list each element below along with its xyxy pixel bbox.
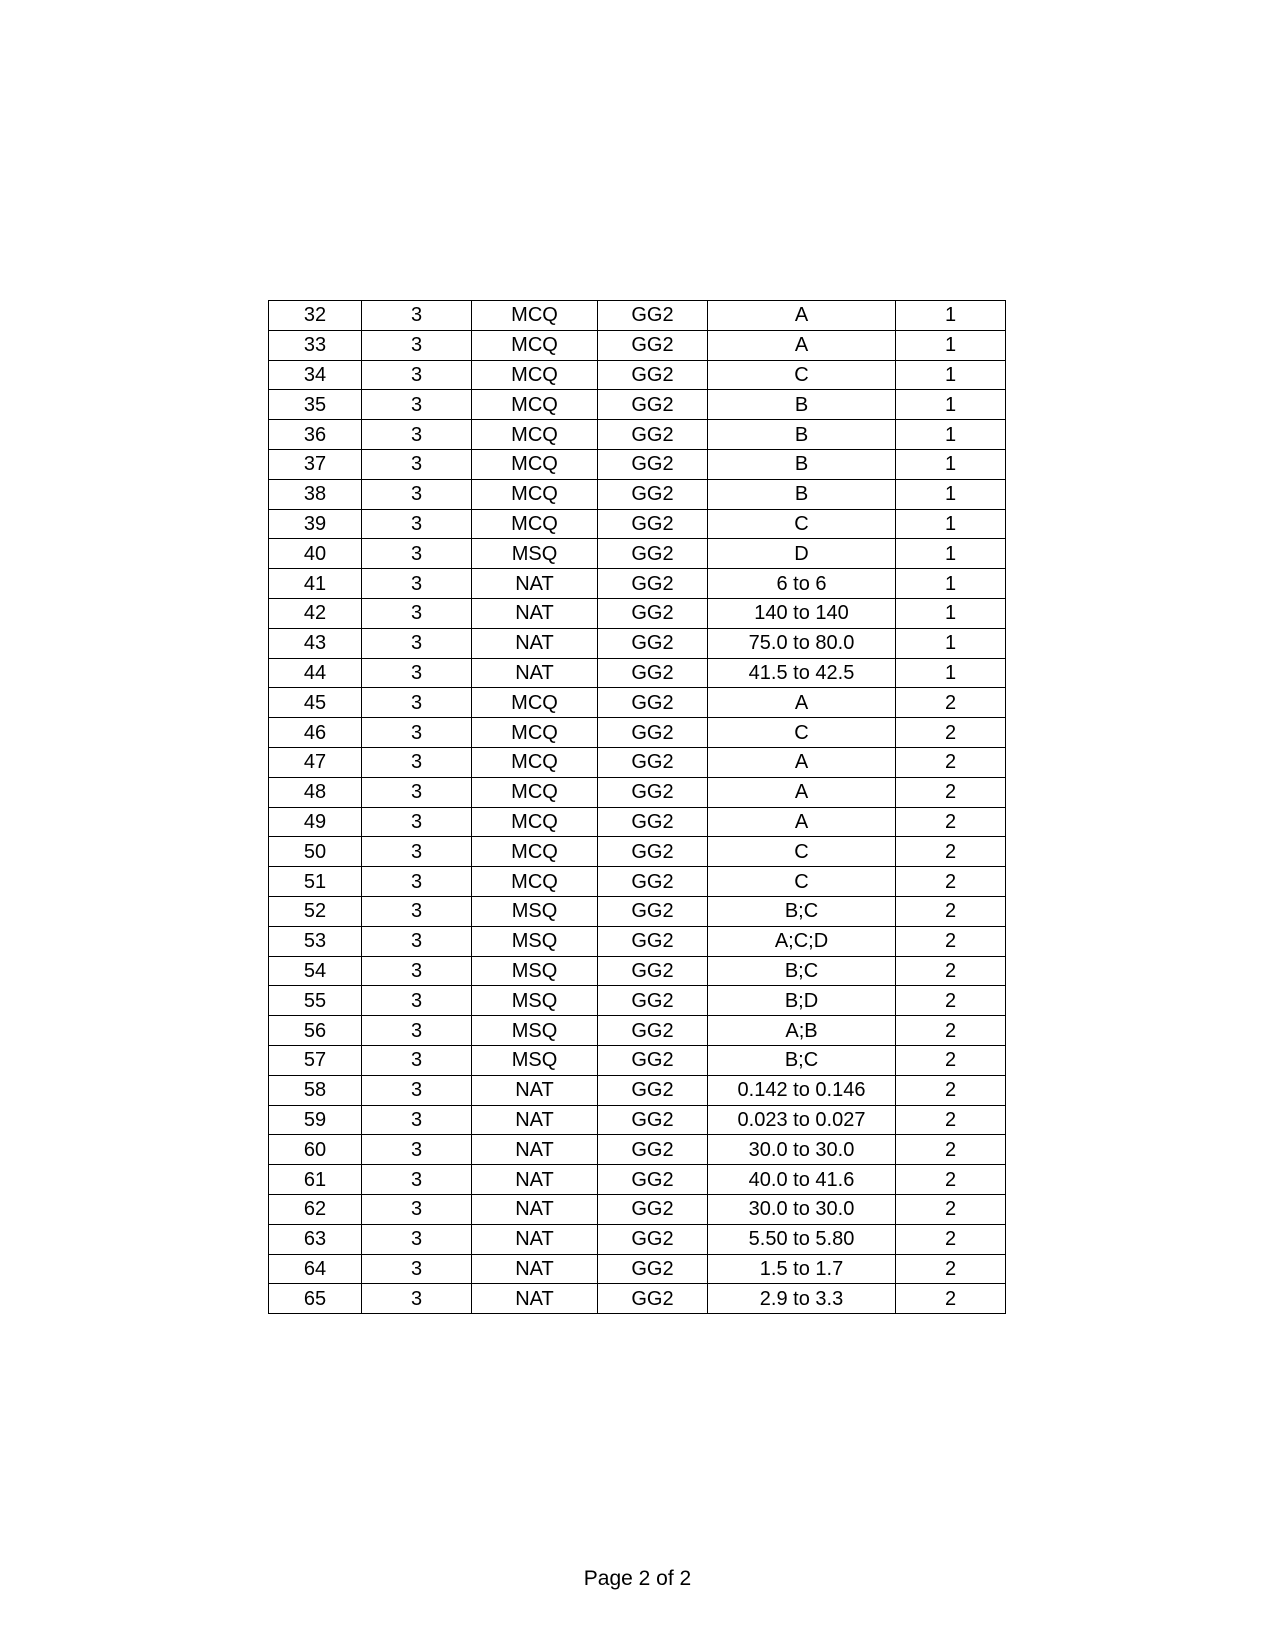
table-row bbox=[269, 509, 1006, 539]
table-row bbox=[269, 777, 1006, 807]
session-cell: 3 bbox=[362, 479, 472, 509]
question-type-cell: MCQ bbox=[472, 301, 598, 331]
section-cell: GG2 bbox=[598, 598, 708, 628]
table-row bbox=[269, 1075, 1006, 1105]
marks-cell: 2 bbox=[896, 926, 1006, 956]
session-cell: 3 bbox=[362, 1165, 472, 1195]
question-number-cell: 57 bbox=[269, 1045, 362, 1075]
session-cell: 3 bbox=[362, 747, 472, 777]
section-cell: GG2 bbox=[598, 1165, 708, 1195]
session-cell: 3 bbox=[362, 1045, 472, 1075]
session-cell: 3 bbox=[362, 1224, 472, 1254]
answer-key-cell: B bbox=[708, 420, 896, 450]
answer-key-cell: 30.0 to 30.0 bbox=[708, 1135, 896, 1165]
marks-cell: 1 bbox=[896, 390, 1006, 420]
question-type-cell: MSQ bbox=[472, 986, 598, 1016]
answer-key-cell: A bbox=[708, 688, 896, 718]
question-type-cell: MCQ bbox=[472, 449, 598, 479]
question-type-cell: NAT bbox=[472, 1105, 598, 1135]
question-number-cell: 48 bbox=[269, 777, 362, 807]
question-number-cell: 37 bbox=[269, 449, 362, 479]
session-cell: 3 bbox=[362, 926, 472, 956]
question-type-cell: MCQ bbox=[472, 807, 598, 837]
marks-cell: 2 bbox=[896, 1045, 1006, 1075]
table-row bbox=[269, 420, 1006, 450]
section-cell: GG2 bbox=[598, 330, 708, 360]
session-cell: 3 bbox=[362, 1194, 472, 1224]
marks-cell: 2 bbox=[896, 777, 1006, 807]
section-cell: GG2 bbox=[598, 837, 708, 867]
question-number-cell: 50 bbox=[269, 837, 362, 867]
marks-cell: 1 bbox=[896, 360, 1006, 390]
table-row bbox=[269, 896, 1006, 926]
table-row bbox=[269, 926, 1006, 956]
section-cell: GG2 bbox=[598, 1284, 708, 1314]
question-type-cell: NAT bbox=[472, 658, 598, 688]
session-cell: 3 bbox=[362, 509, 472, 539]
session-cell: 3 bbox=[362, 360, 472, 390]
question-type-cell: NAT bbox=[472, 1254, 598, 1284]
question-number-cell: 46 bbox=[269, 718, 362, 748]
question-number-cell: 38 bbox=[269, 479, 362, 509]
answer-key-cell: C bbox=[708, 837, 896, 867]
question-number-cell: 56 bbox=[269, 1016, 362, 1046]
marks-cell: 1 bbox=[896, 330, 1006, 360]
marks-cell: 2 bbox=[896, 1135, 1006, 1165]
table-row bbox=[269, 539, 1006, 569]
question-number-cell: 58 bbox=[269, 1075, 362, 1105]
question-number-cell: 35 bbox=[269, 390, 362, 420]
answer-key-cell: B;C bbox=[708, 896, 896, 926]
question-number-cell: 43 bbox=[269, 628, 362, 658]
marks-cell: 2 bbox=[896, 956, 1006, 986]
question-type-cell: MSQ bbox=[472, 539, 598, 569]
section-cell: GG2 bbox=[598, 390, 708, 420]
question-type-cell: MSQ bbox=[472, 926, 598, 956]
answer-key-cell: A bbox=[708, 330, 896, 360]
table-row bbox=[269, 658, 1006, 688]
question-number-cell: 41 bbox=[269, 569, 362, 599]
question-number-cell: 63 bbox=[269, 1224, 362, 1254]
answer-key-cell: A bbox=[708, 747, 896, 777]
marks-cell: 1 bbox=[896, 509, 1006, 539]
marks-cell: 2 bbox=[896, 867, 1006, 897]
question-number-cell: 45 bbox=[269, 688, 362, 718]
page-number: Page 2 of 2 bbox=[583, 1567, 692, 1590]
answer-key-cell: A bbox=[708, 777, 896, 807]
table-row bbox=[269, 628, 1006, 658]
section-cell: GG2 bbox=[598, 777, 708, 807]
marks-cell: 2 bbox=[896, 837, 1006, 867]
answer-key-cell: 5.50 to 5.80 bbox=[708, 1224, 896, 1254]
question-number-cell: 52 bbox=[269, 896, 362, 926]
marks-cell: 1 bbox=[896, 658, 1006, 688]
marks-cell: 2 bbox=[896, 688, 1006, 718]
section-cell: GG2 bbox=[598, 1075, 708, 1105]
session-cell: 3 bbox=[362, 1075, 472, 1105]
question-type-cell: NAT bbox=[472, 1194, 598, 1224]
marks-cell: 1 bbox=[896, 539, 1006, 569]
answer-key-cell: 1.5 to 1.7 bbox=[708, 1254, 896, 1284]
session-cell: 3 bbox=[362, 1254, 472, 1284]
answer-key-cell: B;D bbox=[708, 986, 896, 1016]
session-cell: 3 bbox=[362, 986, 472, 1016]
question-type-cell: MCQ bbox=[472, 479, 598, 509]
answer-key-cell: 40.0 to 41.6 bbox=[708, 1165, 896, 1195]
answer-key-cell: B;C bbox=[708, 956, 896, 986]
session-cell: 3 bbox=[362, 301, 472, 331]
marks-cell: 2 bbox=[896, 1075, 1006, 1105]
question-type-cell: NAT bbox=[472, 1135, 598, 1165]
session-cell: 3 bbox=[362, 867, 472, 897]
answer-key-cell: D bbox=[708, 539, 896, 569]
table-row bbox=[269, 1045, 1006, 1075]
question-number-cell: 34 bbox=[269, 360, 362, 390]
marks-cell: 1 bbox=[896, 420, 1006, 450]
answer-key-cell: 75.0 to 80.0 bbox=[708, 628, 896, 658]
marks-cell: 2 bbox=[896, 1254, 1006, 1284]
table-row bbox=[269, 1016, 1006, 1046]
question-type-cell: NAT bbox=[472, 1284, 598, 1314]
answer-key-cell: 41.5 to 42.5 bbox=[708, 658, 896, 688]
question-number-cell: 49 bbox=[269, 807, 362, 837]
question-type-cell: NAT bbox=[472, 1224, 598, 1254]
answer-key-cell: C bbox=[708, 718, 896, 748]
session-cell: 3 bbox=[362, 539, 472, 569]
section-cell: GG2 bbox=[598, 539, 708, 569]
question-type-cell: MCQ bbox=[472, 718, 598, 748]
table-row bbox=[269, 837, 1006, 867]
section-cell: GG2 bbox=[598, 718, 708, 748]
section-cell: GG2 bbox=[598, 896, 708, 926]
section-cell: GG2 bbox=[598, 420, 708, 450]
table-row bbox=[269, 449, 1006, 479]
session-cell: 3 bbox=[362, 1016, 472, 1046]
section-cell: GG2 bbox=[598, 688, 708, 718]
section-cell: GG2 bbox=[598, 956, 708, 986]
question-type-cell: MSQ bbox=[472, 1016, 598, 1046]
session-cell: 3 bbox=[362, 658, 472, 688]
section-cell: GG2 bbox=[598, 1135, 708, 1165]
question-number-cell: 54 bbox=[269, 956, 362, 986]
table-row bbox=[269, 390, 1006, 420]
table-row bbox=[269, 301, 1006, 331]
question-type-cell: MCQ bbox=[472, 390, 598, 420]
answer-key-cell: B bbox=[708, 449, 896, 479]
question-number-cell: 44 bbox=[269, 658, 362, 688]
marks-cell: 1 bbox=[896, 569, 1006, 599]
marks-cell: 2 bbox=[896, 1194, 1006, 1224]
section-cell: GG2 bbox=[598, 1016, 708, 1046]
table-row bbox=[269, 360, 1006, 390]
table-row bbox=[269, 1254, 1006, 1284]
section-cell: GG2 bbox=[598, 301, 708, 331]
marks-cell: 1 bbox=[896, 449, 1006, 479]
marks-cell: 2 bbox=[896, 1165, 1006, 1195]
answer-key-cell: B;C bbox=[708, 1045, 896, 1075]
section-cell: GG2 bbox=[598, 1045, 708, 1075]
question-number-cell: 65 bbox=[269, 1284, 362, 1314]
question-type-cell: MCQ bbox=[472, 777, 598, 807]
session-cell: 3 bbox=[362, 330, 472, 360]
section-cell: GG2 bbox=[598, 628, 708, 658]
session-cell: 3 bbox=[362, 807, 472, 837]
marks-cell: 2 bbox=[896, 1224, 1006, 1254]
question-number-cell: 32 bbox=[269, 301, 362, 331]
marks-cell: 2 bbox=[896, 718, 1006, 748]
answer-key-cell: 6 to 6 bbox=[708, 569, 896, 599]
section-cell: GG2 bbox=[598, 1105, 708, 1135]
session-cell: 3 bbox=[362, 569, 472, 599]
question-number-cell: 64 bbox=[269, 1254, 362, 1284]
section-cell: GG2 bbox=[598, 747, 708, 777]
table-row bbox=[269, 1224, 1006, 1254]
question-number-cell: 47 bbox=[269, 747, 362, 777]
question-number-cell: 55 bbox=[269, 986, 362, 1016]
section-cell: GG2 bbox=[598, 1194, 708, 1224]
question-number-cell: 51 bbox=[269, 867, 362, 897]
question-type-cell: MSQ bbox=[472, 896, 598, 926]
question-type-cell: MCQ bbox=[472, 330, 598, 360]
marks-cell: 1 bbox=[896, 479, 1006, 509]
answer-key-cell: 0.023 to 0.027 bbox=[708, 1105, 896, 1135]
section-cell: GG2 bbox=[598, 986, 708, 1016]
question-number-cell: 61 bbox=[269, 1165, 362, 1195]
marks-cell: 2 bbox=[896, 896, 1006, 926]
section-cell: GG2 bbox=[598, 360, 708, 390]
question-number-cell: 40 bbox=[269, 539, 362, 569]
table-row bbox=[269, 747, 1006, 777]
question-type-cell: MCQ bbox=[472, 509, 598, 539]
marks-cell: 1 bbox=[896, 301, 1006, 331]
question-number-cell: 42 bbox=[269, 598, 362, 628]
question-type-cell: NAT bbox=[472, 569, 598, 599]
answer-key-cell: B bbox=[708, 390, 896, 420]
question-type-cell: MCQ bbox=[472, 360, 598, 390]
session-cell: 3 bbox=[362, 628, 472, 658]
session-cell: 3 bbox=[362, 420, 472, 450]
section-cell: GG2 bbox=[598, 926, 708, 956]
question-type-cell: MCQ bbox=[472, 747, 598, 777]
answer-key-table bbox=[268, 300, 1006, 1314]
marks-cell: 2 bbox=[896, 1016, 1006, 1046]
question-type-cell: MSQ bbox=[472, 956, 598, 986]
marks-cell: 2 bbox=[896, 807, 1006, 837]
table-row bbox=[269, 867, 1006, 897]
answer-key-cell: A;B bbox=[708, 1016, 896, 1046]
session-cell: 3 bbox=[362, 837, 472, 867]
answer-key-cell: 2.9 to 3.3 bbox=[708, 1284, 896, 1314]
marks-cell: 1 bbox=[896, 628, 1006, 658]
session-cell: 3 bbox=[362, 956, 472, 986]
question-type-cell: MCQ bbox=[472, 867, 598, 897]
answer-key-cell: 30.0 to 30.0 bbox=[708, 1194, 896, 1224]
section-cell: GG2 bbox=[598, 1254, 708, 1284]
marks-cell: 2 bbox=[896, 1284, 1006, 1314]
session-cell: 3 bbox=[362, 1135, 472, 1165]
table-row bbox=[269, 1194, 1006, 1224]
section-cell: GG2 bbox=[598, 658, 708, 688]
question-number-cell: 59 bbox=[269, 1105, 362, 1135]
session-cell: 3 bbox=[362, 390, 472, 420]
answer-key-cell: A bbox=[708, 301, 896, 331]
answer-key-cell: A;C;D bbox=[708, 926, 896, 956]
table-row bbox=[269, 1135, 1006, 1165]
table-row bbox=[269, 569, 1006, 599]
answer-key-cell: C bbox=[708, 360, 896, 390]
marks-cell: 2 bbox=[896, 747, 1006, 777]
table-row bbox=[269, 986, 1006, 1016]
section-cell: GG2 bbox=[598, 807, 708, 837]
marks-cell: 1 bbox=[896, 598, 1006, 628]
question-type-cell: MCQ bbox=[472, 420, 598, 450]
question-number-cell: 53 bbox=[269, 926, 362, 956]
question-number-cell: 36 bbox=[269, 420, 362, 450]
marks-cell: 2 bbox=[896, 986, 1006, 1016]
answer-key-cell: C bbox=[708, 509, 896, 539]
section-cell: GG2 bbox=[598, 867, 708, 897]
section-cell: GG2 bbox=[598, 1224, 708, 1254]
question-type-cell: MSQ bbox=[472, 1045, 598, 1075]
table-row bbox=[269, 956, 1006, 986]
session-cell: 3 bbox=[362, 1105, 472, 1135]
question-type-cell: MCQ bbox=[472, 688, 598, 718]
answer-key-cell: B bbox=[708, 479, 896, 509]
answer-key-cell: C bbox=[708, 867, 896, 897]
table-row bbox=[269, 807, 1006, 837]
table-row bbox=[269, 688, 1006, 718]
section-cell: GG2 bbox=[598, 479, 708, 509]
session-cell: 3 bbox=[362, 598, 472, 628]
section-cell: GG2 bbox=[598, 569, 708, 599]
question-type-cell: NAT bbox=[472, 1075, 598, 1105]
question-number-cell: 62 bbox=[269, 1194, 362, 1224]
question-type-cell: NAT bbox=[472, 628, 598, 658]
session-cell: 3 bbox=[362, 777, 472, 807]
table-row bbox=[269, 598, 1006, 628]
table-row bbox=[269, 479, 1006, 509]
question-type-cell: NAT bbox=[472, 1165, 598, 1195]
table-row bbox=[269, 330, 1006, 360]
question-number-cell: 33 bbox=[269, 330, 362, 360]
session-cell: 3 bbox=[362, 1284, 472, 1314]
answer-key-cell: 0.142 to 0.146 bbox=[708, 1075, 896, 1105]
marks-cell: 2 bbox=[896, 1105, 1006, 1135]
session-cell: 3 bbox=[362, 688, 472, 718]
section-cell: GG2 bbox=[598, 449, 708, 479]
question-type-cell: NAT bbox=[472, 598, 598, 628]
table-row bbox=[269, 1284, 1006, 1314]
section-cell: GG2 bbox=[598, 509, 708, 539]
answer-key-table-body bbox=[269, 301, 1006, 1314]
session-cell: 3 bbox=[362, 449, 472, 479]
table-row bbox=[269, 1165, 1006, 1195]
question-number-cell: 60 bbox=[269, 1135, 362, 1165]
answer-key-cell: 140 to 140 bbox=[708, 598, 896, 628]
table-row bbox=[269, 718, 1006, 748]
question-type-cell: MCQ bbox=[472, 837, 598, 867]
table-row bbox=[269, 1105, 1006, 1135]
question-number-cell: 39 bbox=[269, 509, 362, 539]
answer-key-cell: A bbox=[708, 807, 896, 837]
session-cell: 3 bbox=[362, 896, 472, 926]
session-cell: 3 bbox=[362, 718, 472, 748]
